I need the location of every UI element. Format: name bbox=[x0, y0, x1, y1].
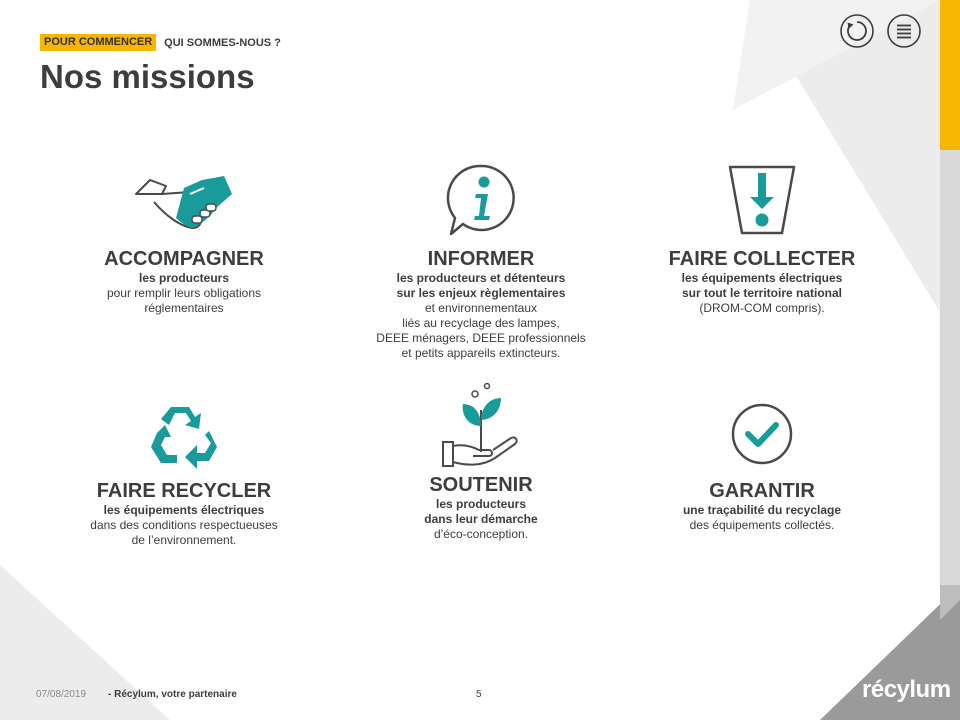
mission-title: FAIRE COLLECTER bbox=[668, 248, 856, 270]
mission-text: sur les enjeux règlementaires bbox=[396, 286, 566, 300]
mission-title: INFORMER bbox=[427, 248, 535, 270]
footer-brand: - Récylum, votre partenaire bbox=[108, 689, 237, 700]
breadcrumb-current[interactable]: QUI SOMMES-NOUS ? bbox=[164, 36, 281, 49]
page-number: 5 bbox=[476, 689, 482, 700]
refresh-button[interactable] bbox=[839, 13, 875, 49]
mission-text: et petits appareils extincteurs. bbox=[401, 346, 561, 360]
mission-text: dans leur démarche bbox=[424, 512, 538, 526]
mission-text: les équipements électriques bbox=[103, 503, 265, 517]
mission-text: réglementaires bbox=[144, 301, 224, 315]
collection-bin-icon bbox=[726, 163, 798, 237]
mission-text: DEEE ménagers, DEEE professionnels bbox=[376, 331, 586, 345]
mission-soutenir bbox=[341, 380, 621, 542]
mission-text: de l’environnement. bbox=[131, 533, 237, 547]
check-circle-icon bbox=[729, 401, 795, 467]
menu-button[interactable] bbox=[886, 13, 922, 49]
mission-text: d’éco-conception. bbox=[433, 527, 529, 541]
mission-text: les producteurs bbox=[435, 497, 527, 511]
mission-text: pour remplir leurs obligations bbox=[106, 286, 262, 300]
refresh-icon bbox=[839, 13, 875, 49]
breadcrumb-section[interactable]: POUR COMMENCER bbox=[40, 34, 156, 51]
breadcrumb bbox=[40, 34, 281, 51]
recycle-icon bbox=[149, 399, 219, 469]
mission-text: sur tout le territoire national bbox=[681, 286, 843, 300]
mission-title: GARANTIR bbox=[709, 480, 815, 502]
mission-garantir bbox=[622, 396, 902, 533]
plant-in-hand-icon bbox=[439, 382, 523, 468]
mission-informer bbox=[341, 160, 621, 361]
recylum-logo: récylum bbox=[862, 676, 951, 703]
menu-icon bbox=[886, 13, 922, 49]
mission-faire-recycler bbox=[44, 396, 324, 548]
mission-text: les producteurs bbox=[138, 271, 230, 285]
mission-faire-collecter bbox=[622, 160, 902, 316]
mission-text: les producteurs et détenteurs bbox=[396, 271, 566, 285]
mission-text: une traçabilité du recyclage bbox=[682, 503, 842, 517]
footer-date: 07/08/2019 bbox=[36, 689, 87, 700]
mission-text: liés au recyclage des lampes, bbox=[402, 316, 560, 330]
info-bubble-icon bbox=[445, 162, 517, 238]
mission-accompagner bbox=[44, 168, 324, 316]
mission-text: dans des conditions respectueuses bbox=[90, 518, 278, 532]
page-title: Nos missions bbox=[40, 58, 255, 95]
mission-title: ACCOMPAGNER bbox=[104, 248, 264, 270]
mission-text: des équipements collectés. bbox=[689, 518, 835, 532]
handshake-icon bbox=[132, 172, 236, 236]
mission-title: SOUTENIR bbox=[429, 474, 533, 496]
mission-text: les équipements électriques bbox=[681, 271, 843, 285]
mission-text: (DROM-COM compris). bbox=[699, 301, 825, 315]
mission-title: FAIRE RECYCLER bbox=[96, 480, 272, 502]
mission-text: et environnementaux bbox=[424, 301, 538, 315]
